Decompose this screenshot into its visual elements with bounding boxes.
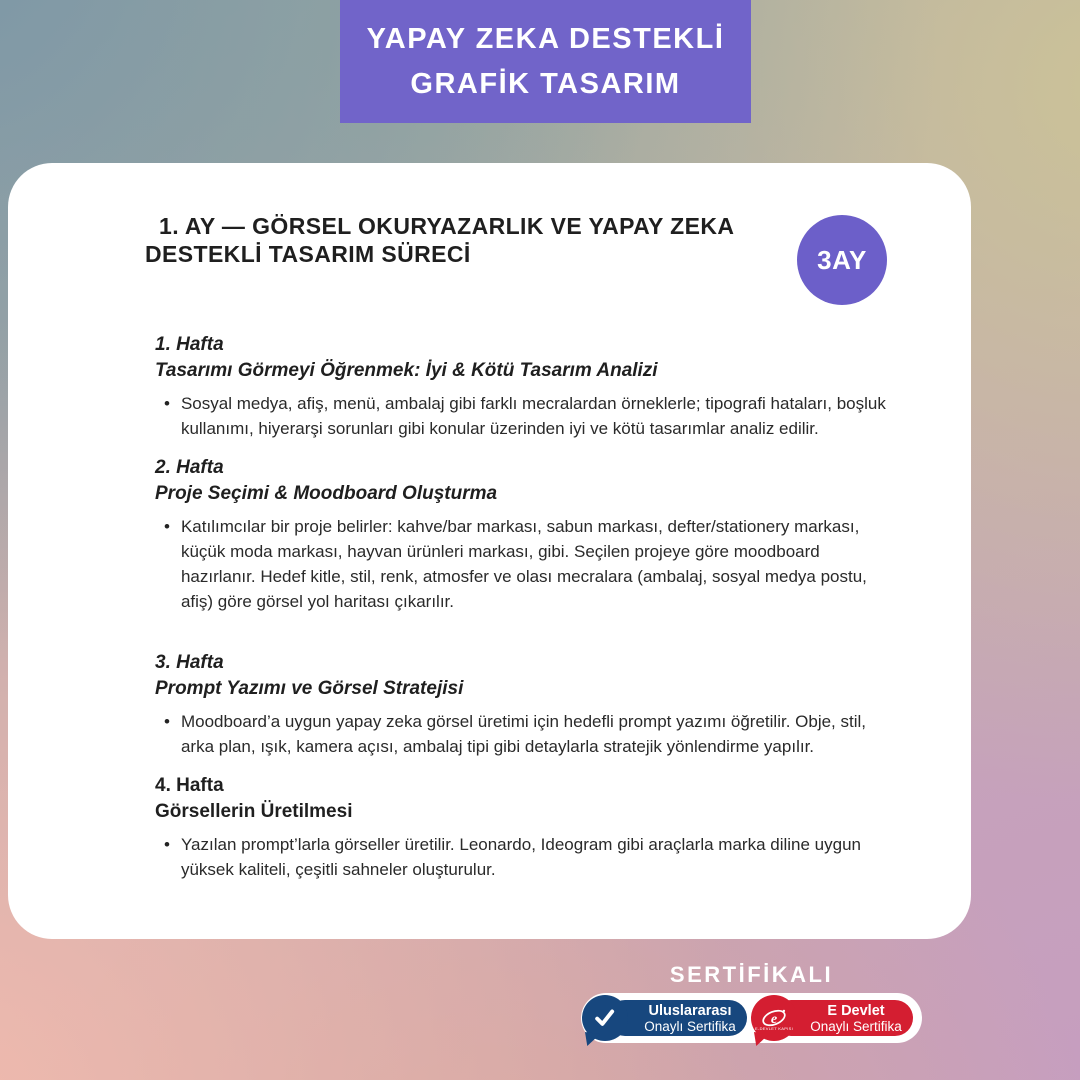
bullet-icon: • — [164, 517, 170, 536]
e-devlet-logo-caption: E-DEVLET KAPISI — [755, 1026, 793, 1031]
week-3-number: 3. Hafta — [155, 652, 224, 673]
duration-badge — [797, 215, 887, 305]
week-3-section — [155, 650, 915, 759]
week-4-title: Görsellerin Üretilmesi — [155, 801, 353, 822]
week-4-number: 4. Hafta — [155, 775, 224, 796]
banner-title-line2: GRAFİK TASARIM — [410, 67, 681, 100]
bubble-tail — [754, 1032, 769, 1046]
duration-badge-label: 3AY — [817, 244, 867, 275]
bubble-tail — [585, 1032, 600, 1046]
certified-heading: SERTİFİKALI — [669, 962, 834, 987]
badge-label-primary: Uluslararası — [648, 1002, 732, 1019]
week-2-section — [155, 455, 915, 614]
week-1-bullet-item — [155, 391, 897, 441]
week-3-title: Prompt Yazımı ve Görsel Stratejisi — [155, 678, 464, 699]
certification-badges — [581, 993, 922, 1043]
e-devlet-logo-icon — [751, 995, 797, 1041]
banner-title-line1: YAPAY ZEKA DESTEKLİ — [366, 22, 725, 55]
week-2-bullet-text: Katılımcılar bir proje belirler: kahve/bar markası, sabun markası, defter/stationery markası, küçük moda markası, hayvan ürünleri markası, gibi. Seçilen projeye göre moodboard hazırlanır. Hedef kitle, stil, renk, atmosfer ve olası mecralara (ambalaj, sosyal medya postu, afiş) göre görsel yol haritası çıkarılır. — [180, 517, 867, 611]
week-1-section — [155, 332, 915, 441]
week-4-bullet-text: Yazılan prompt’larla görseller üretilir. Leonardo, Ideogram gibi araçlarla marka diline uygun yüksek kaliteli, çeşitli sahneler oluşturulur. — [180, 835, 861, 879]
month-title — [145, 212, 765, 268]
bullet-icon: • — [164, 394, 170, 413]
checkmark-icon — [582, 995, 628, 1041]
week-2-title: Proje Seçimi & Moodboard Oluşturma — [155, 483, 498, 504]
month-title-line1: 1. AY — GÖRSEL OKURYAZARLIK VE YAPAY ZEKA — [159, 213, 735, 239]
badge-label-primary: E Devlet — [827, 1002, 885, 1019]
week-2-bullet-item — [155, 514, 897, 614]
week-3-bullet-item — [155, 709, 897, 759]
bullet-icon: • — [164, 712, 170, 731]
week-1-title: Tasarımı Görmeyi Öğrenmek: İyi & Kötü Tasarım Analizi — [155, 360, 658, 381]
course-title-banner — [340, 0, 751, 123]
svg-text:e: e — [770, 1010, 778, 1027]
month-title-line2: DESTEKLİ TASARIM SÜRECİ — [145, 241, 471, 267]
week-3-bullet-text: Moodboard’a uygun yapay zeka görsel üretimi için hedefli prompt yazımı öğretilir. Obje, stil, arka plan, ışık, kamera açısı, ambalaj tipi gibi detaylarla stratejik yönlendirme yapılır. — [180, 712, 866, 756]
week-1-number: 1. Hafta — [155, 334, 224, 355]
week-4-section — [155, 773, 915, 882]
checkmark-glyph — [590, 1003, 620, 1033]
week-2-number: 2. Hafta — [155, 457, 224, 478]
international-certificate-badge — [607, 1000, 747, 1036]
badge-label-secondary: Onaylı Sertifika — [810, 1018, 902, 1034]
week-1-bullet-text: Sosyal medya, afiş, menü, ambalaj gibi farklı mecralardan örneklerle; tipografi hataları, boşluk kullanımı, hiyerarşi sorunları gibi konular üzerinden iyi ve kötü tasarımlar analiz edilir. — [180, 394, 886, 438]
bullet-icon: • — [164, 835, 170, 854]
badge-label-secondary: Onaylı Sertifika — [644, 1018, 736, 1034]
week-4-bullet-item — [155, 832, 897, 882]
